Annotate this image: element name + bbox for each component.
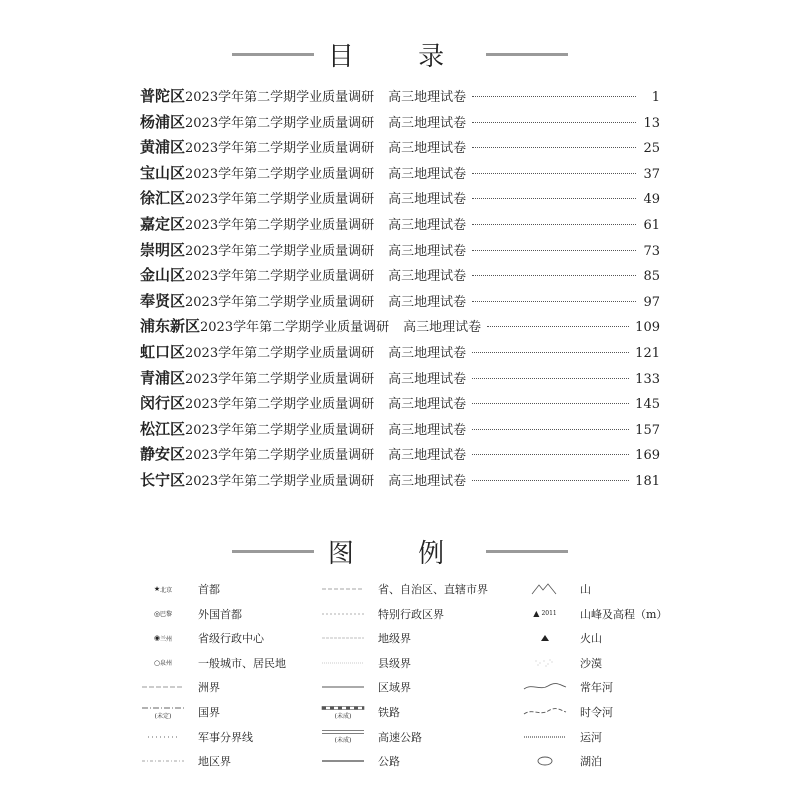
legend-label: 时令河 [580, 706, 613, 719]
toc-page-number: 1 [651, 90, 660, 105]
toc-paper-name: 高三地理试卷 [388, 243, 467, 259]
toc-paper-name: 高三地理试卷 [388, 269, 467, 285]
toc-page-number: 109 [635, 320, 660, 336]
toc-paper-name: 高三地理试卷 [388, 448, 467, 464]
legend-item [522, 701, 613, 723]
toc-dot-leader [472, 173, 636, 174]
toc-title-text: 目 录 [327, 42, 473, 72]
toc-district: 松江区 [140, 419, 186, 438]
legend-symbol-icon [140, 726, 186, 748]
legend-symbol-icon [320, 652, 366, 674]
toc-entry[interactable] [140, 186, 660, 212]
toc-entry[interactable] [140, 161, 660, 187]
heading-rule-right [486, 53, 568, 56]
legend-symbol-icon [522, 578, 568, 600]
toc-description: 2023学年第二学期学业质量调研 [185, 397, 375, 413]
legend-item [522, 750, 602, 772]
legend-label: 特别行政区界 [378, 607, 444, 621]
heading-rule-left [232, 550, 314, 553]
legend-label: 运河 [580, 730, 602, 744]
toc-entry[interactable] [140, 84, 660, 110]
legend-symbol-icon [522, 676, 568, 698]
toc-description: 2023学年第二学期学业质量调研 [185, 448, 375, 464]
legend-symbol-icon [522, 750, 568, 772]
legend-label: 常年河 [580, 681, 613, 695]
toc-paper-name: 高三地理试卷 [388, 345, 467, 361]
toc-dot-leader [472, 147, 636, 148]
legend-label: 区域界 [378, 681, 411, 695]
toc-description: 2023学年第二学期学业质量调研 [185, 90, 375, 105]
toc-page-number: 97 [643, 294, 660, 310]
toc-paper-name: 高三地理试卷 [388, 371, 467, 387]
toc-district: 青浦区 [140, 368, 186, 387]
toc-paper-name: 高三地理试卷 [388, 217, 467, 233]
toc-entry[interactable] [140, 135, 660, 161]
legend-symbol-icon: (未成) [334, 737, 352, 745]
toc-dot-leader [472, 224, 636, 225]
toc-district: 黄浦区 [140, 138, 186, 157]
toc-district: 长宁区 [140, 470, 186, 489]
toc-description: 2023学年第二学期学业质量调研 [200, 320, 390, 336]
toc-dot-leader [472, 378, 629, 379]
toc-description: 2023学年第二学期学业质量调研 [185, 115, 375, 131]
toc-dot-leader [472, 301, 636, 302]
toc-description: 2023学年第二学期学业质量调研 [185, 217, 375, 233]
legend-item [320, 578, 488, 600]
toc-paper-name: 高三地理试卷 [388, 115, 467, 131]
toc-heading [0, 36, 800, 73]
legend-symbol-icon [320, 578, 366, 600]
toc-page-number: 121 [635, 345, 660, 361]
toc-paper-name: 高三地理试卷 [388, 90, 467, 105]
legend-label: 省、自治区、直辖市界 [378, 583, 488, 596]
toc-description: 2023学年第二学期学业质量调研 [185, 141, 375, 157]
toc-dot-leader [472, 275, 636, 276]
toc-dot-leader [472, 403, 629, 404]
toc-paper-name: 高三地理试卷 [388, 473, 467, 489]
toc-dot-leader [472, 96, 636, 97]
toc-entry[interactable] [140, 366, 660, 392]
toc-district: 静安区 [140, 445, 186, 464]
legend-label: 地区界 [198, 755, 231, 769]
heading-rule-left [232, 53, 314, 56]
legend-label: 洲界 [198, 681, 220, 695]
legend-item [522, 652, 602, 674]
toc-page-number: 49 [643, 192, 660, 208]
toc-page-number: 133 [635, 371, 660, 387]
toc-page-number: 169 [635, 448, 660, 464]
toc-dot-leader [472, 198, 636, 199]
toc-paper-name: 高三地理试卷 [388, 166, 467, 182]
legend-symbol-icon [140, 676, 186, 698]
legend-item [522, 627, 602, 649]
toc-description: 2023学年第二学期学业质量调研 [185, 269, 375, 285]
legend-item [522, 578, 591, 600]
legend-label: 沙漠 [580, 656, 602, 670]
toc-dot-leader [472, 352, 629, 353]
toc-dot-leader [472, 454, 629, 455]
legend-symbol-icon: ◉ 兰州 [153, 634, 173, 643]
legend-symbol-icon: (未成) [320, 701, 366, 723]
legend-item [140, 701, 220, 723]
toc-dot-leader [472, 480, 629, 481]
toc-dot-leader [472, 250, 636, 251]
toc-page-number: 13 [643, 115, 660, 131]
toc-description: 2023学年第二学期学业质量调研 [185, 294, 375, 310]
legend-item [140, 603, 242, 625]
legend-symbol-icon [320, 627, 366, 649]
legend-label: 军事分界线 [198, 730, 253, 744]
toc-description: 2023学年第二学期学业质量调研 [185, 243, 375, 259]
legend-symbol-icon: ★ 北京 [153, 585, 173, 594]
legend-label: 县级界 [378, 656, 411, 670]
toc-dot-leader [472, 122, 636, 123]
toc-district: 奉贤区 [140, 291, 186, 310]
toc-entry[interactable] [140, 442, 660, 468]
toc-district: 闵行区 [140, 394, 186, 413]
toc-paper-name: 高三地理试卷 [403, 320, 482, 336]
toc-page-number: 25 [643, 141, 660, 157]
toc-page-number: 181 [635, 473, 660, 489]
legend-label: 地级界 [378, 632, 411, 646]
toc-page-number: 37 [643, 166, 660, 182]
legend-label: 高速公路 [378, 730, 422, 744]
toc-district: 崇明区 [140, 240, 186, 259]
toc-entry[interactable] [140, 212, 660, 238]
legend-label: 火山 [580, 632, 602, 646]
table-of-contents [140, 84, 660, 494]
legend-label: 首都 [198, 583, 220, 596]
legend-symbol-icon: (未定) [154, 712, 172, 720]
legend-item [320, 627, 411, 649]
legend-symbol-icon [320, 603, 366, 625]
legend-label: 省级行政中心 [198, 632, 264, 646]
legend-item [320, 603, 444, 625]
toc-district: 宝山区 [140, 163, 186, 182]
toc-district: 徐汇区 [140, 189, 186, 208]
toc-page-number: 61 [643, 217, 660, 233]
toc-entry[interactable] [140, 238, 660, 264]
legend-symbol-icon [522, 726, 568, 748]
legend-item [522, 603, 667, 625]
toc-paper-name: 高三地理试卷 [388, 397, 467, 413]
toc-description: 2023学年第二学期学业质量调研 [185, 345, 375, 361]
toc-entry[interactable] [140, 468, 660, 494]
legend-symbol-icon [140, 750, 186, 772]
toc-page-number: 85 [643, 269, 660, 285]
toc-description: 2023学年第二学期学业质量调研 [185, 473, 375, 489]
toc-entry[interactable] [140, 289, 660, 315]
legend-item [522, 676, 613, 698]
legend-item [140, 726, 253, 748]
toc-district: 浦东新区 [140, 317, 201, 336]
toc-district: 杨浦区 [140, 112, 186, 131]
legend-item [140, 676, 220, 698]
legend-item [522, 726, 602, 748]
toc-paper-name: 高三地理试卷 [388, 141, 467, 157]
toc-description: 2023学年第二学期学业质量调研 [185, 166, 375, 182]
legend-title-text: 图 例 [327, 539, 473, 569]
legend-item [140, 652, 286, 674]
toc-page-number: 145 [635, 397, 660, 413]
legend-item [140, 750, 231, 772]
toc-district: 普陀区 [140, 87, 186, 105]
legend-item [140, 578, 220, 600]
legend-label: 铁路 [378, 706, 400, 719]
legend-label: 一般城市、居民地 [198, 656, 286, 670]
toc-page-number: 73 [643, 243, 660, 259]
legend-label: 外国首都 [198, 607, 242, 621]
toc-entry[interactable] [140, 417, 660, 443]
legend-symbol-icon [320, 750, 366, 772]
legend-label: 湖泊 [580, 755, 602, 769]
legend-symbol-icon [522, 627, 568, 649]
legend-label: 公路 [378, 755, 400, 769]
toc-paper-name: 高三地理试卷 [388, 294, 467, 310]
legend-label: 国界 [198, 706, 220, 719]
toc-dot-leader [472, 429, 629, 430]
toc-dot-leader [487, 326, 629, 327]
toc-entry[interactable] [140, 391, 660, 417]
legend-item [320, 701, 400, 723]
toc-description: 2023学年第二学期学业质量调研 [185, 371, 375, 387]
toc-paper-name: 高三地理试卷 [388, 422, 467, 438]
legend-symbol-icon [320, 676, 366, 698]
toc-entry[interactable] [140, 314, 660, 340]
legend-item [140, 627, 264, 649]
legend-item [320, 726, 422, 748]
legend-label: 山 [580, 583, 591, 596]
toc-description: 2023学年第二学期学业质量调研 [185, 422, 375, 438]
legend-item [320, 652, 411, 674]
legend-symbol-icon: ◎ 巴黎 [153, 609, 173, 619]
toc-paper-name: 高三地理试卷 [388, 192, 467, 208]
legend-symbol-icon: ▲ 2011 [533, 609, 557, 619]
legend-item [320, 676, 411, 698]
legend-symbol-icon: ○ 泉州 [153, 658, 173, 668]
legend-symbol-icon [522, 652, 568, 674]
toc-district: 虹口区 [140, 342, 186, 361]
heading-rule-right [486, 550, 568, 553]
toc-entry[interactable] [140, 110, 660, 136]
toc-entry[interactable] [140, 340, 660, 366]
legend-label: 山峰及高程（m） [580, 607, 668, 621]
legend-item [320, 750, 400, 772]
legend-heading [0, 533, 800, 570]
toc-district: 嘉定区 [140, 214, 186, 233]
legend-symbol-icon [522, 701, 568, 723]
toc-entry[interactable] [140, 263, 660, 289]
toc-description: 2023学年第二学期学业质量调研 [185, 192, 375, 208]
toc-page-number: 157 [635, 422, 660, 438]
toc-district: 金山区 [140, 266, 186, 285]
